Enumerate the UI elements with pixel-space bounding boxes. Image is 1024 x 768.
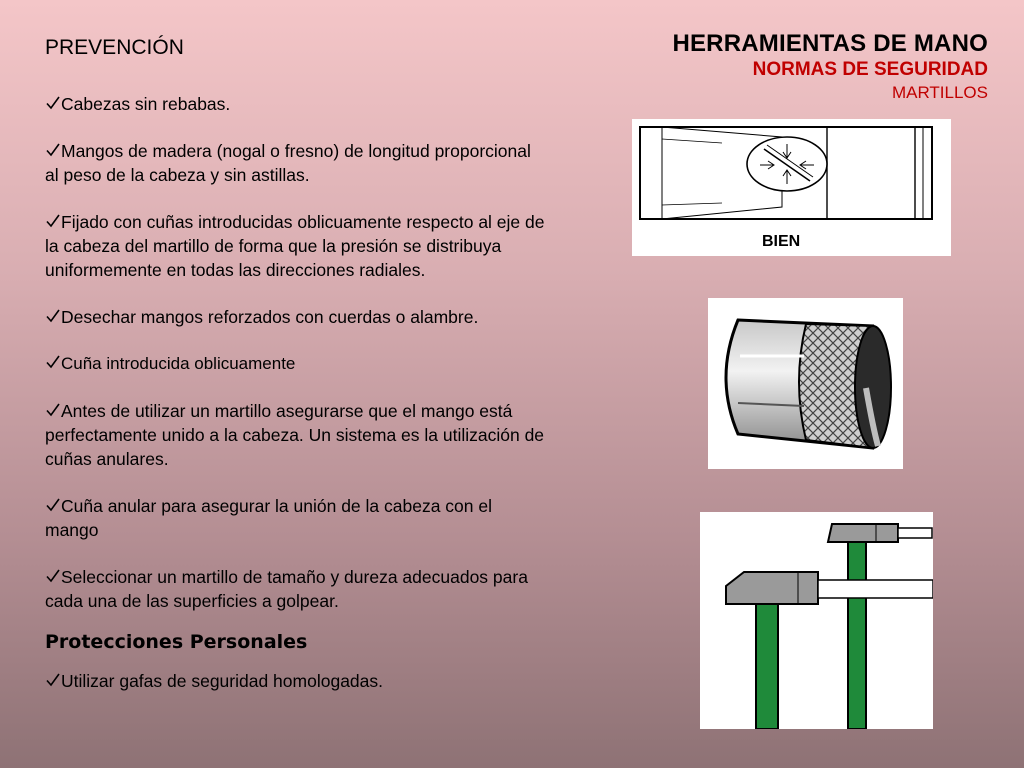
bien-label: BIEN [762,233,801,250]
checkmark-icon [45,672,61,688]
prevention-heading: PREVENCIÓN [45,36,184,59]
section-label: MARTILLOS [891,83,988,102]
bullet-text: Desechar mangos reforzados con cuerdas o alambre. [61,307,479,327]
bullet-item [45,210,545,282]
bullet-item [45,92,545,116]
bullet-item [45,139,545,187]
hammer-sizes-drawing [700,512,933,729]
bullet-text: Cabezas sin rebabas. [61,94,231,114]
bullet-text: Cuña anular para asegurar la unión de la cabeza con el mango [45,496,492,540]
bullet-text: Fijado con cuñas introducidas oblicuamente respecto al eje de la cabeza del martillo de forma que la presión se distribuya uniformemente en todas las direcciones radiales. [45,212,545,280]
personal-protection-heading: Protecciones Personales [45,631,308,653]
slide-subtitle: NORMAS DE SEGURIDAD [752,59,988,80]
annular-wedge-diagram [708,298,903,469]
bullet-text: Mangos de madera (nogal o fresno) de longitud proporcional al peso de la cabeza y sin astillas. [45,141,531,185]
hammer-head-wedge-drawing [632,119,951,256]
checkmark-icon [45,142,61,158]
bullet-item [45,399,545,471]
bullet-text: Seleccionar un martillo de tamaño y dureza adecuados para cada una de las superficies a golpear. [45,567,528,611]
bullet-item [45,352,545,376]
bullet-text: Utilizar gafas de seguridad homologadas. [61,671,383,691]
hammer-head-wedge-diagram [632,119,951,256]
slide-header [672,30,988,104]
checkmark-icon [45,308,61,324]
checkmark-icon [45,213,61,229]
bullet-item [45,669,545,693]
annular-wedge-drawing [708,298,903,469]
bullet-item [45,305,545,329]
checkmark-icon [45,402,61,418]
slide-title: HERRAMIENTAS DE MANO [672,30,988,57]
bullet-item [45,494,545,542]
bullet-item [45,565,545,613]
checkmark-icon [45,95,61,111]
checkmark-icon [45,568,61,584]
hammer-sizes-diagram [700,512,933,729]
bullet-text: Antes de utilizar un martillo asegurarse que el mango está perfectamente unido a la cabeza. Un sistema es la utilización de cuñas anulares. [45,401,545,469]
bullet-text: Cuña introducida oblicuamente [61,354,296,373]
checkmark-icon [45,354,61,370]
checkmark-icon [45,497,61,513]
content-column [45,34,545,716]
